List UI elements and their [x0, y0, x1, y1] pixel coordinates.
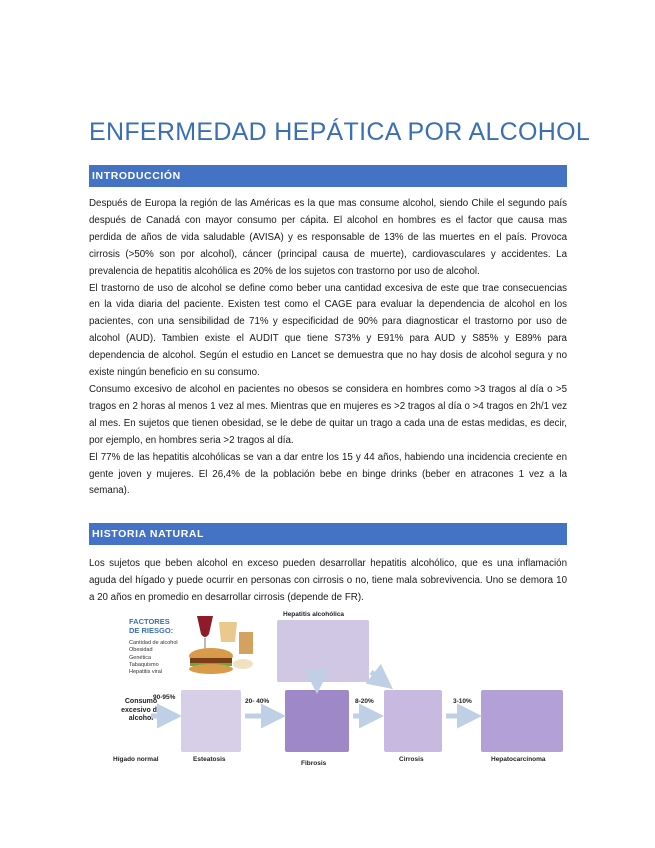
intro-paragraph: Consumo excesivo de alcohol en pacientes no obesos se considera en hombres como >3 tragos al día o >5 tragos en 2 horas al menos 1 vez al mes. Mientras que en mujeres es >2 tragos al día o >4 tragos en 2h/1 vez al mes. En sujetos que tienen obesidad, se le debe de quitar un trago a cada una de estas medidas, es decir, por ejemplo, en hombres seria >2 tragos al día. [89, 383, 567, 446]
risk-factor: Obesidad [129, 647, 153, 654]
pct-esteatosis: 90-95% [153, 694, 176, 701]
history-text [89, 556, 567, 607]
intro-paragraph: El 77% de las hepatitis alcohólicas se van a dar entre los 15 y 44 años, habiendo una incidencia creciente en gente joven y mujeres. El 26,4% de la población bebe en binge drinks (beber en atracones 1 vez a la semana). [89, 451, 567, 497]
section-heading-historia-natural: HISTORIA NATURAL [89, 523, 567, 545]
progression-arrows [107, 610, 567, 768]
page-title: ENFERMEDAD HEPÁTICA POR ALCOHOL [89, 118, 591, 146]
section-heading-introduccion: INTRODUCCIÓN [89, 165, 567, 187]
risk-factor: Genética [129, 654, 152, 661]
history-paragraph: Los sujetos que beben alcohol en exceso pueden desarrollar hepatitis alcohólico, que es una inflamación aguda del hígado y puede ocurrir en personas con cirrosis o no, tiene mala sobrevivencia. Uno se demora 10 a 20 años en promedio en desarrollar cirrosis (depende de FR). [89, 558, 567, 603]
natural-history-figure [107, 610, 567, 768]
intro-paragraph: Después de Europa la región de las Américas es la que mas consume alcohol, siendo Chile el segundo país después de Canadá con mayor consumo per cápita. El alcohol en hombres es el factor que causa mas perdida de años de vida saludable (AVISA) y es responsable de 13% de las muertes en el país. Provoca cirrosis (>50% son por alcohol), cáncer (principal causa de muerte), cardiovasculares y accidentes. La prevalencia de hepatitis alcohólica es 20% de los sujetos con trastorno por uso de alcohol. [89, 198, 567, 277]
pct-cirrosis: 8-20% [355, 698, 374, 705]
intro-paragraph: El trastorno de uso de alcohol se define como beber una cantidad excesiva de este que trae consecuencias en la vida diaria del paciente. Existen test como el CAGE para evaluar la dependencia de alcohol en los pacientes, con una sensibilidad de 71% y especificidad de 90% para diagnosticar el trastorno por uso de alcohol (AUD). Tambien existe el AUDIT que tiene S73% y E91% para AUD y S85% y E89% para dependencia de alcohol. Según el estudio en Lancet se demuestra que no hay dosis de alcohol segura y no existe ningún beneficio en su consumo. [89, 282, 567, 379]
label-hepatocarcinoma: Hepatocarcinoma [491, 756, 546, 763]
label-esteatosis: Esteatosis [193, 756, 226, 763]
label-cirrosis: Cirrosis [399, 756, 424, 763]
label-higado-normal: Hígado normal [113, 756, 159, 763]
label-consumo-excesivo: Consumo excesivo de alcohol [121, 698, 161, 722]
label-hepatitis-alcoholica: Hepatitis alcohólica [283, 611, 345, 618]
label-fibrosis: Fibrosis [301, 760, 327, 767]
pct-fibrosis: 20- 40% [245, 698, 270, 705]
pct-hepatocarcinoma: 3-10% [453, 698, 472, 705]
risk-factor: Tabaquismo [129, 661, 159, 668]
intro-text [89, 196, 567, 500]
risk-factor: Hepatitis viral [129, 669, 163, 676]
risk-factor: Cantidad de alcohol [129, 640, 178, 646]
risk-factors-title: FACTORES DE RIESGO: [129, 617, 174, 635]
